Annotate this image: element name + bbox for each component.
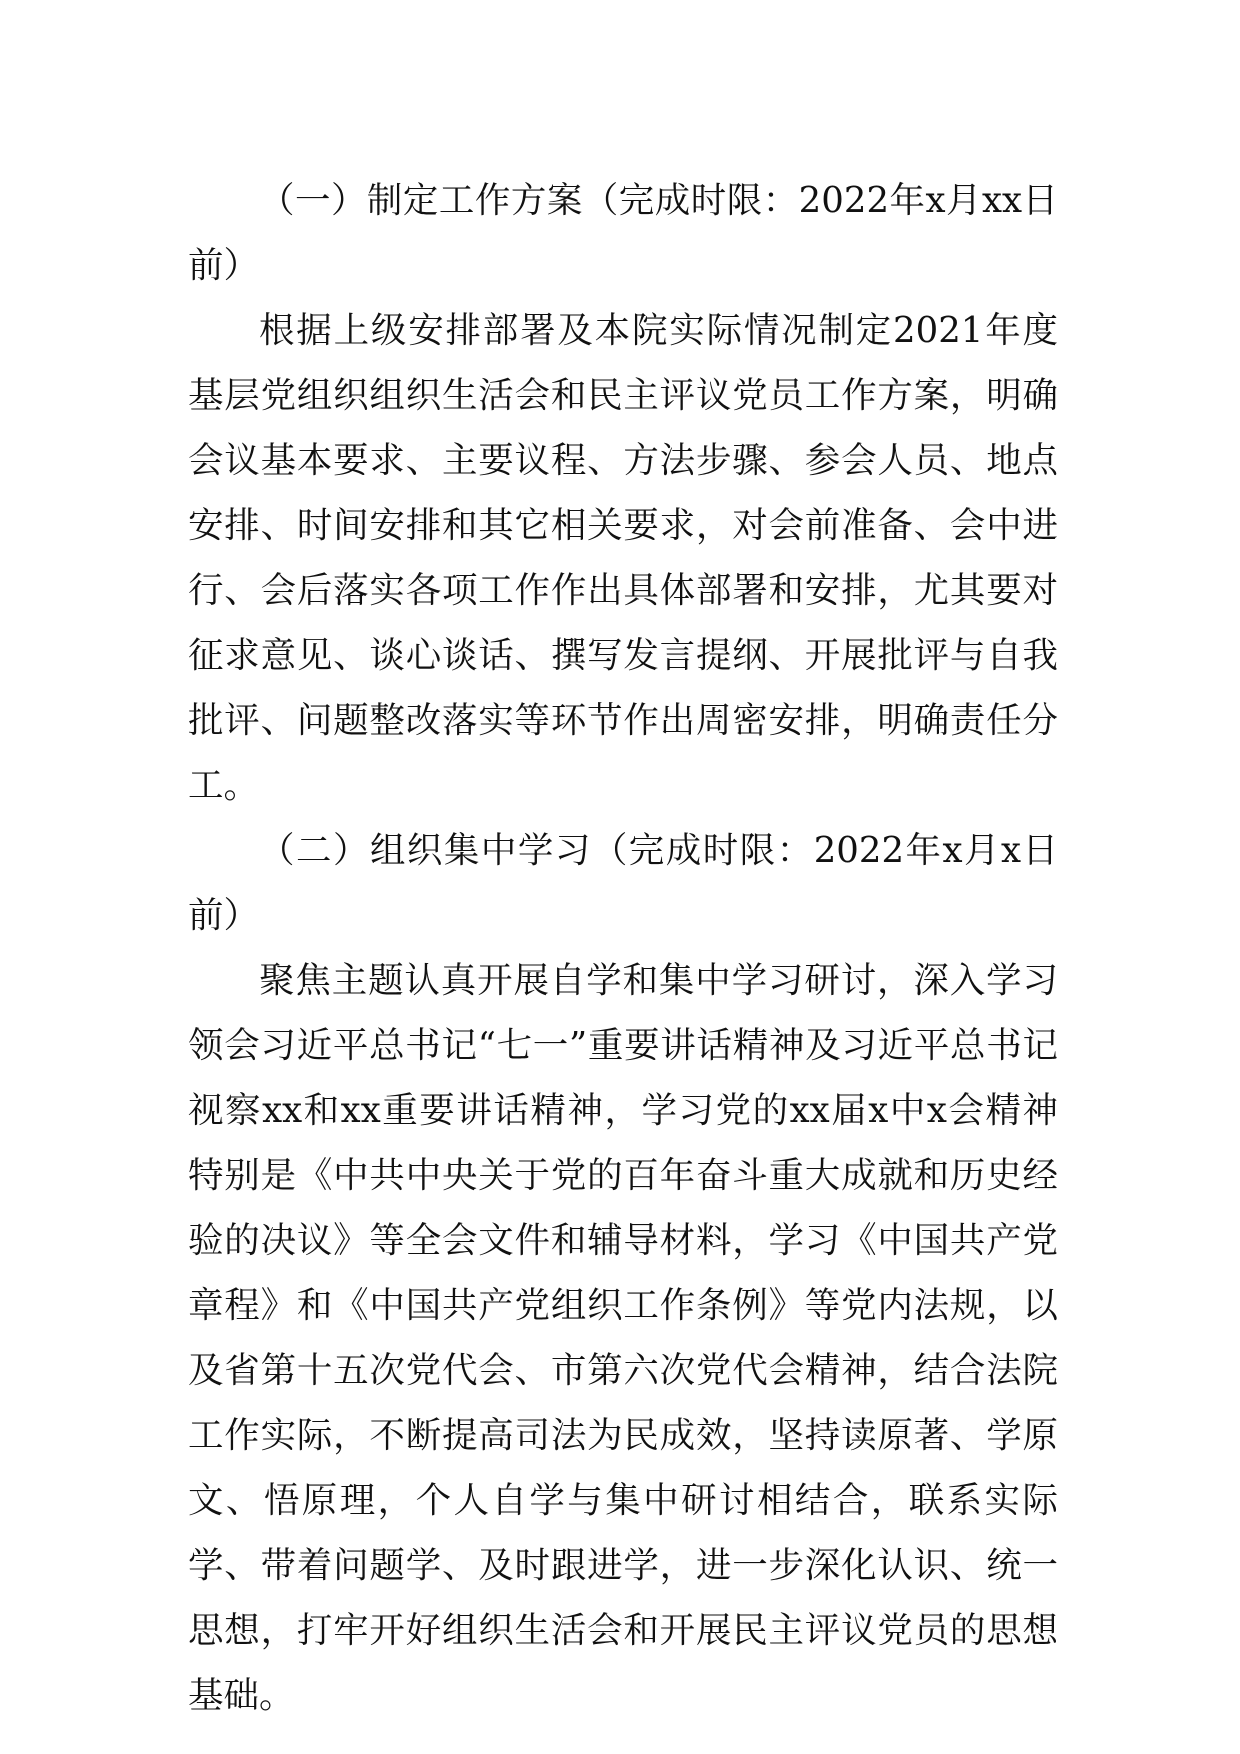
section-body-1: 根据上级安排部署及本院实际情况制定2021年度基层党组织组织生活会和民主评议党员工作方案，明确会议基本要求、主要议程、方法步骤、参会人员、地点安排、时间安排和其它相关要求，对会前准备、会中进行、会后落实各项工作作出具体部署和安排，尤其要对征求意见、谈心谈话、撰写发言提纲、开展批评与自我批评、问题整改落实等环节作出周密安排，明确责任分工。 — [188, 310, 1058, 806]
section-body-2: 聚焦主题认真开展自学和集中学习研讨，深入学习领会习近平总书记“七一”重要讲话精神及习近平总书记视察xx和xx重要讲话精神，学习党的xx届x中x会精神特别是《中共中央关于党的百年奋斗重大成就和历史经验的决议》等全会文件和辅导材料，学习《中国共产党章程》和《中国共产党组织工作条例》等党内法规，以及省第十五次党代会、市第六次党代会精神，结合法院工作实际，不断提高司法为民成效，坚持读原著、学原文、悟原理，个人自学与集中研讨相结合，联系实际学、带着问题学、及时跟进学，进一步深化认识、统一思想，打牢开好组织生活会和开展民主评议党员的思想基础。 — [188, 960, 1058, 1716]
section-heading-2: （二）组织集中学习（完成时限：2022年x月x日前） — [188, 830, 1058, 936]
document-page — [188, 168, 1058, 1728]
section-heading-1: （一）制定工作方案（完成时限：2022年x月xx日前） — [188, 180, 1058, 286]
